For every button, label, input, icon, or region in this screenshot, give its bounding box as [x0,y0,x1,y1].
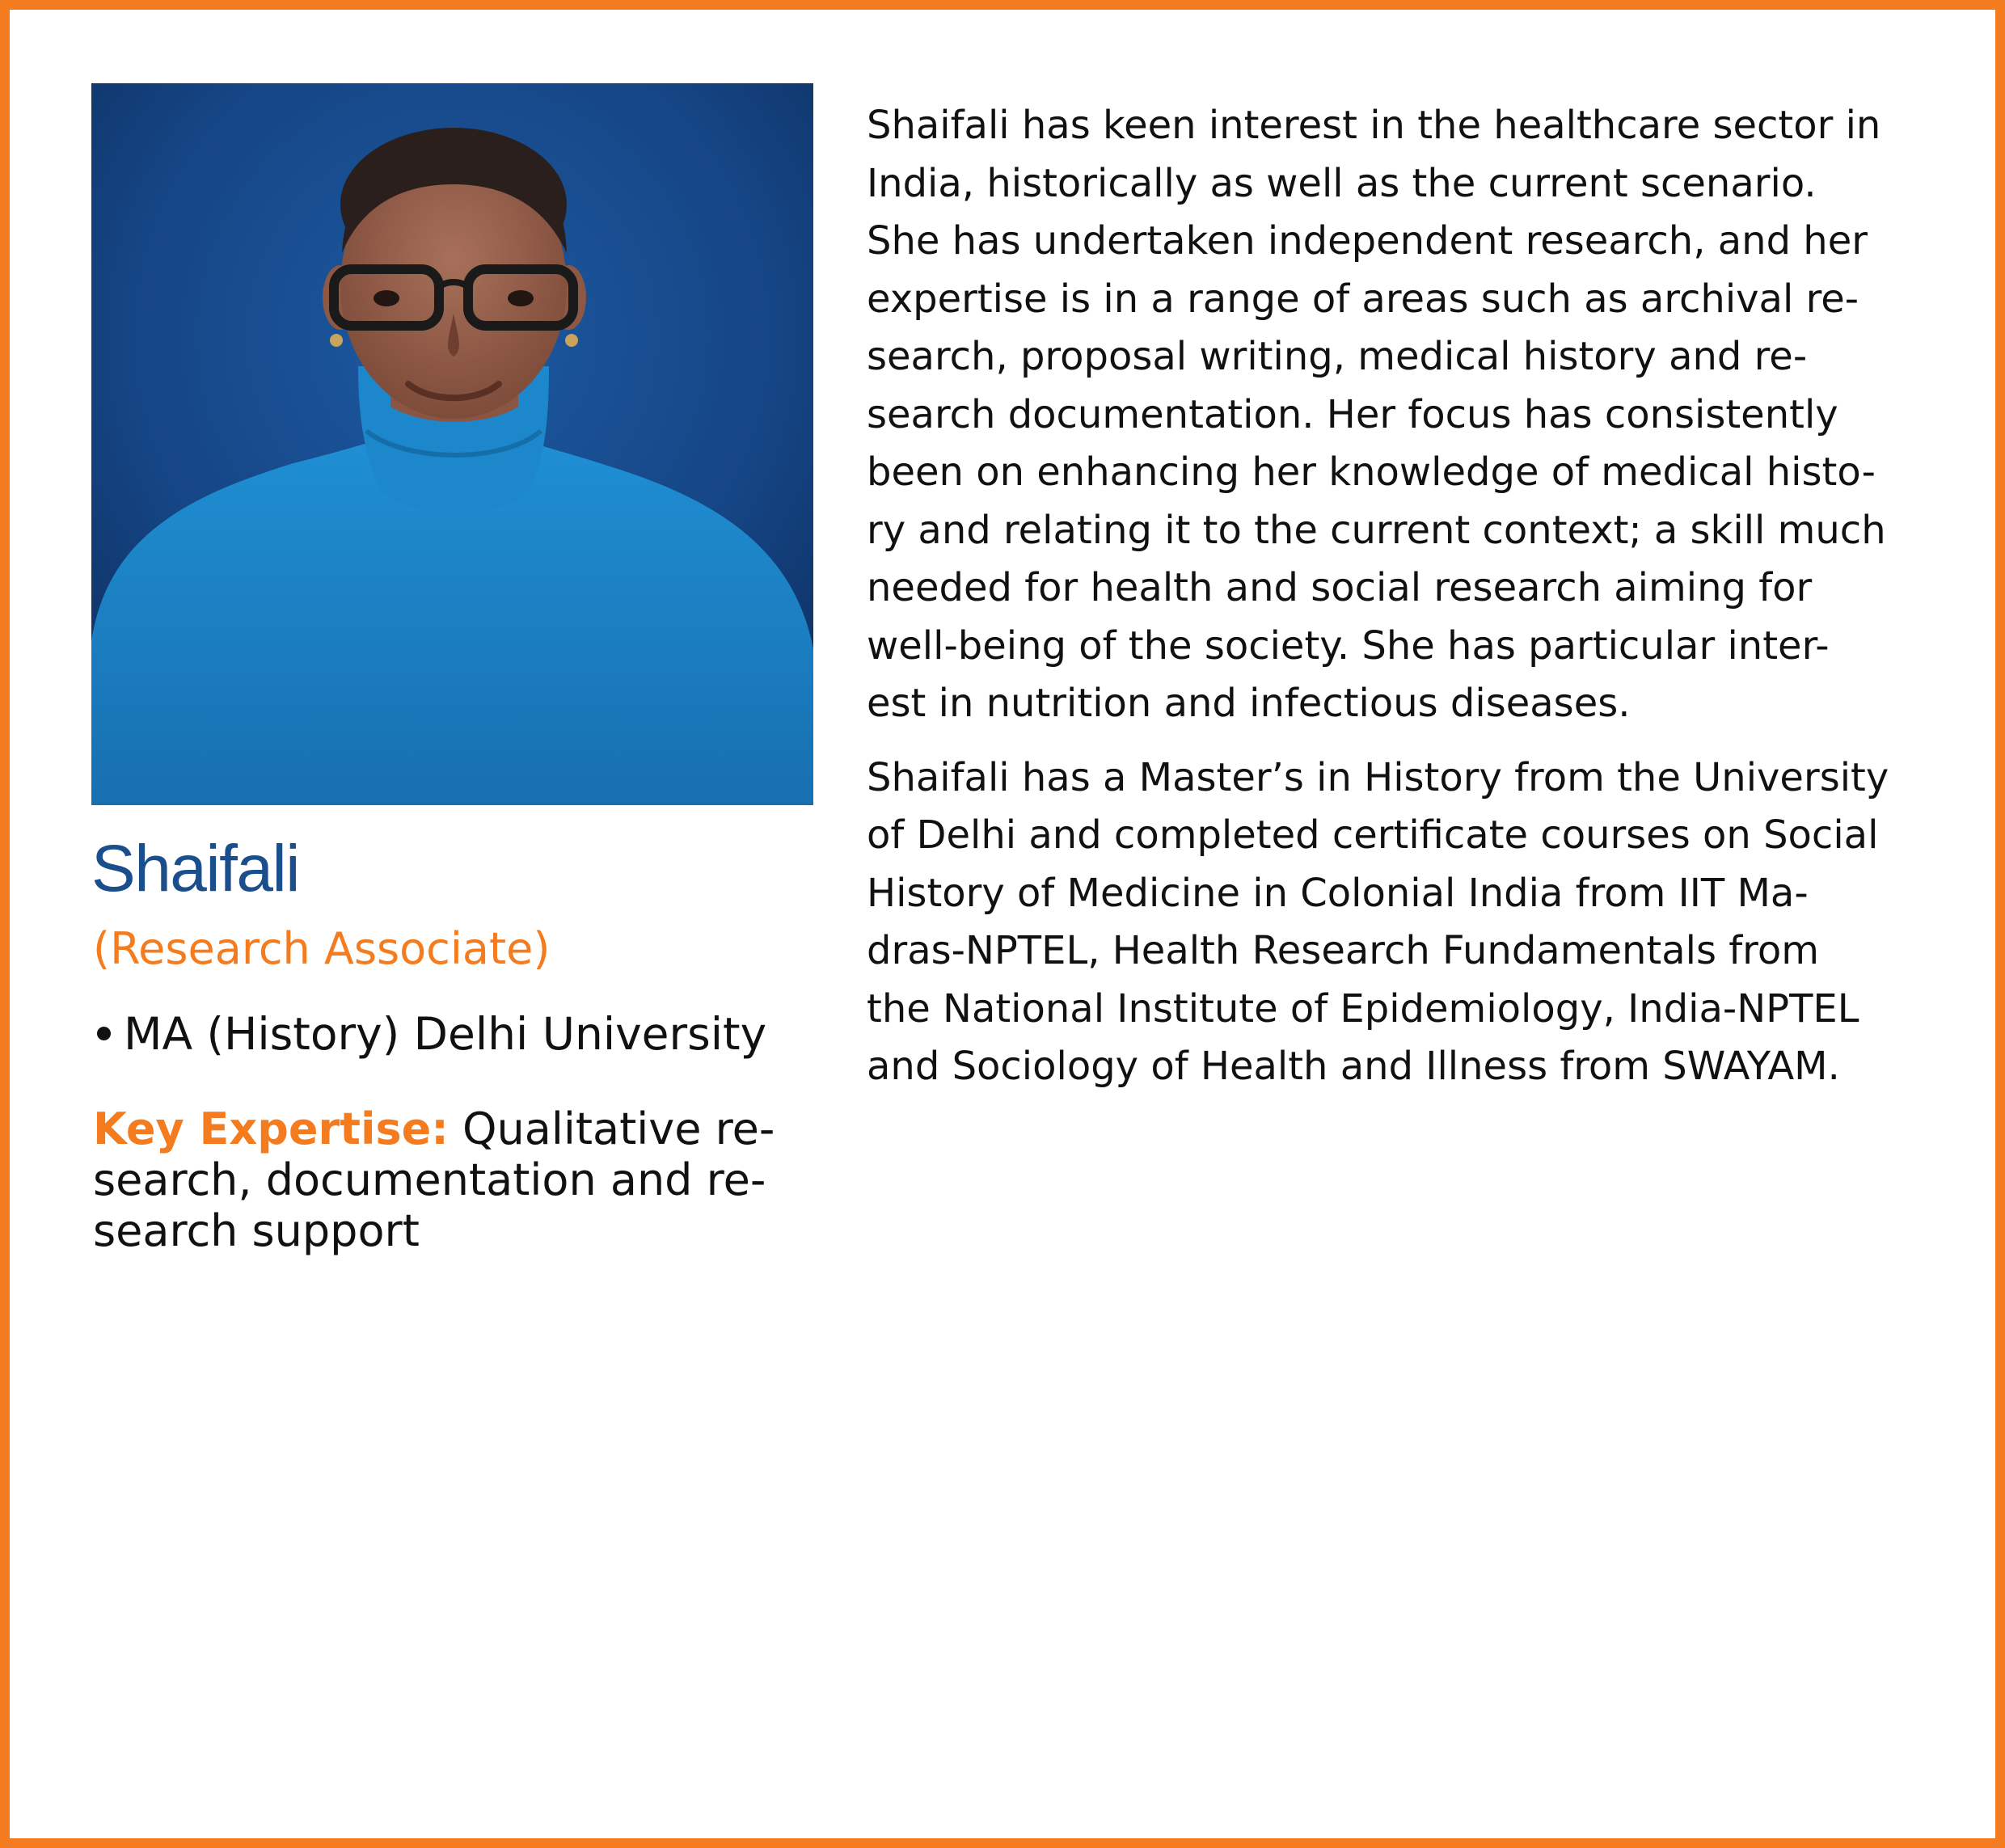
bio-line: and Sociology of Health and Illness from SWAYAM. [867,1044,1840,1089]
bio-line: the National Institute of Epidemiology, India-NPTEL [867,985,1859,1032]
bio-paragraph-2 [867,749,1990,1096]
expertise-line [93,1103,821,1154]
bio-line: Shaifali has a Master’s in History from the University [867,754,1889,800]
bio-line: search, proposal writing, medical history and re- [867,334,1808,379]
bio-line: well-being of the society. She has particular inter- [867,622,1830,669]
bio-line: expertise is in a range of areas such as archival re- [867,276,1859,322]
bio-line: of Delhi and completed certificate courses on Social [867,812,1879,858]
person-name: Shaifali [91,832,299,905]
bio-line: India, historically as well as the current scenario. [867,160,1817,206]
expertise-text: Qualitative re- [448,1103,775,1154]
bio-line: She has undertaken independent research, and her [867,218,1868,264]
bio-line: needed for health and social research aiming for [867,565,1813,610]
degree-list-item [97,1008,767,1060]
bio-paragraph-1 [867,97,1990,733]
biography [867,97,1990,1096]
job-title: (Research Associate) [93,923,551,974]
expertise-line: search support [93,1205,420,1256]
bio-line: Shaifali has keen interest in the healthcare sector in [867,103,1881,148]
profile-photo [91,83,813,805]
bio-line: been on enhancing her knowledge of medical histo- [867,449,1876,495]
key-expertise [93,1103,821,1256]
bio-line: ry and relating it to the current context; a skill much [867,507,1886,553]
degree-text: MA (History) Delhi University [124,1008,767,1060]
bio-line: History of Medicine in Colonial India from IIT Ma- [867,870,1809,916]
expertise-line: search, documentation and re- [93,1154,766,1205]
bullet-icon [97,1027,111,1040]
portrait-illustration [91,83,813,805]
bio-line: dras-NPTEL, Health Research Fundamentals from [867,928,1819,973]
bio-line: est in nutrition and infectious diseases. [867,681,1631,726]
bio-line: search documentation. Her focus has consistently [867,391,1838,437]
expertise-label: Key Expertise: [93,1103,449,1154]
